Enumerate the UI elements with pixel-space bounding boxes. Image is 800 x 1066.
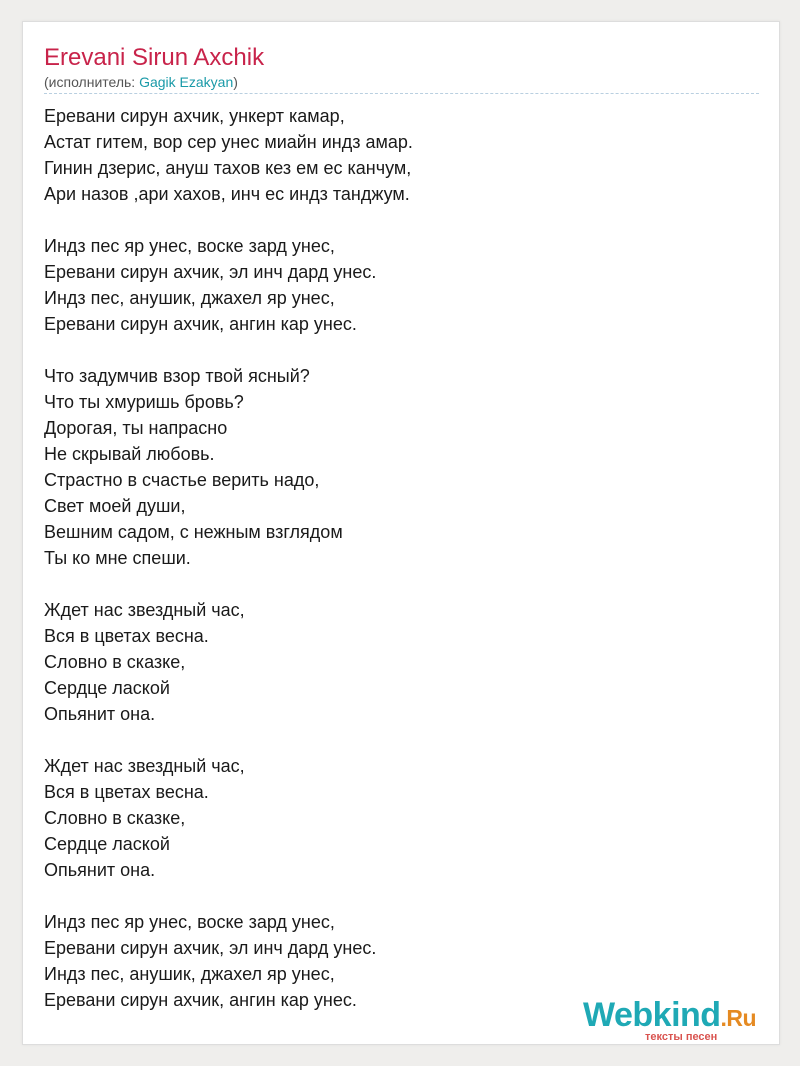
logo-brand: Webkind [583, 996, 721, 1034]
lyrics-line: Ты ко мне спеши. [44, 548, 191, 568]
lyrics-line: Ждет нас звездный час, [44, 600, 245, 620]
lyrics-line: Дорогая, ты напрасно [44, 418, 228, 438]
lyrics-line: Вся в цветах весна. [44, 782, 209, 802]
lyrics-line: Еревани сирун ахчик, ункерт камар, [44, 106, 345, 126]
lyrics-stanza [44, 363, 759, 571]
logo-wordmark [583, 996, 756, 1035]
lyrics-stanza [44, 103, 759, 207]
lyrics-line: Гинин дзерис, ануш тахов кез ем ес канчум, [44, 158, 412, 178]
logo-tagline: тексты песен [645, 1031, 718, 1043]
lyrics-body [44, 103, 759, 1039]
lyrics-line: Что ты хмуришь бровь? [44, 392, 244, 412]
lyrics-line: Еревани сирун ахчик, эл инч дард унес. [44, 262, 377, 282]
lyrics-line: Еревани сирун ахчик, эл инч дард унес. [44, 938, 377, 958]
lyrics-line: Опьянит она. [44, 860, 156, 880]
lyrics-line: Астат гитем, вор сер унес миайн индз амар. [44, 132, 413, 152]
lyrics-line: Еревани сирун ахчик, ангин кар унес. [44, 990, 357, 1010]
lyrics-line: Ждет нас звездный час, [44, 756, 245, 776]
byline [44, 74, 238, 90]
logo-tld: .Ru [720, 1005, 757, 1031]
lyrics-line: Страстно в счастье верить надо, [44, 470, 320, 490]
lyrics-line: Сердце лаской [44, 678, 170, 698]
lyrics-line: Ари назов ,ари хахов, инч ес индз танджум. [44, 184, 410, 204]
lyrics-line: Не скрывай любовь. [44, 444, 215, 464]
lyrics-line: Индз пес, анушик, джахел яр унес, [44, 964, 335, 984]
byline-suffix: ) [233, 74, 238, 90]
lyrics-line: Вешним садом, с нежным взглядом [44, 522, 343, 542]
lyrics-stanza [44, 753, 759, 883]
lyrics-line: Индз пес яр унес, воске зард унес, [44, 236, 335, 256]
lyrics-line: Словно в сказке, [44, 652, 186, 672]
lyrics-line: Еревани сирун ахчик, ангин кар унес. [44, 314, 357, 334]
lyrics-line: Свет моей души, [44, 496, 186, 516]
artist-link[interactable]: Gagik Ezakyan [139, 74, 234, 90]
byline-prefix: (исполнитель: [44, 74, 140, 90]
lyrics-stanza [44, 233, 759, 337]
lyrics-line: Что задумчив взор твой ясный? [44, 366, 310, 386]
header-divider [44, 93, 759, 94]
webkind-logo[interactable] [583, 996, 779, 1044]
lyrics-line: Индз пес яр унес, воске зард унес, [44, 912, 335, 932]
lyrics-stanza [44, 597, 759, 727]
lyrics-line: Индз пес, анушик, джахел яр унес, [44, 288, 335, 308]
song-title: Erevani Sirun Axchik [44, 44, 265, 71]
lyrics-line: Словно в сказке, [44, 808, 186, 828]
lyrics-line: Вся в цветах весна. [44, 626, 209, 646]
lyrics-page [22, 21, 780, 1045]
lyrics-line: Сердце лаской [44, 834, 170, 854]
lyrics-line: Опьянит она. [44, 704, 156, 724]
